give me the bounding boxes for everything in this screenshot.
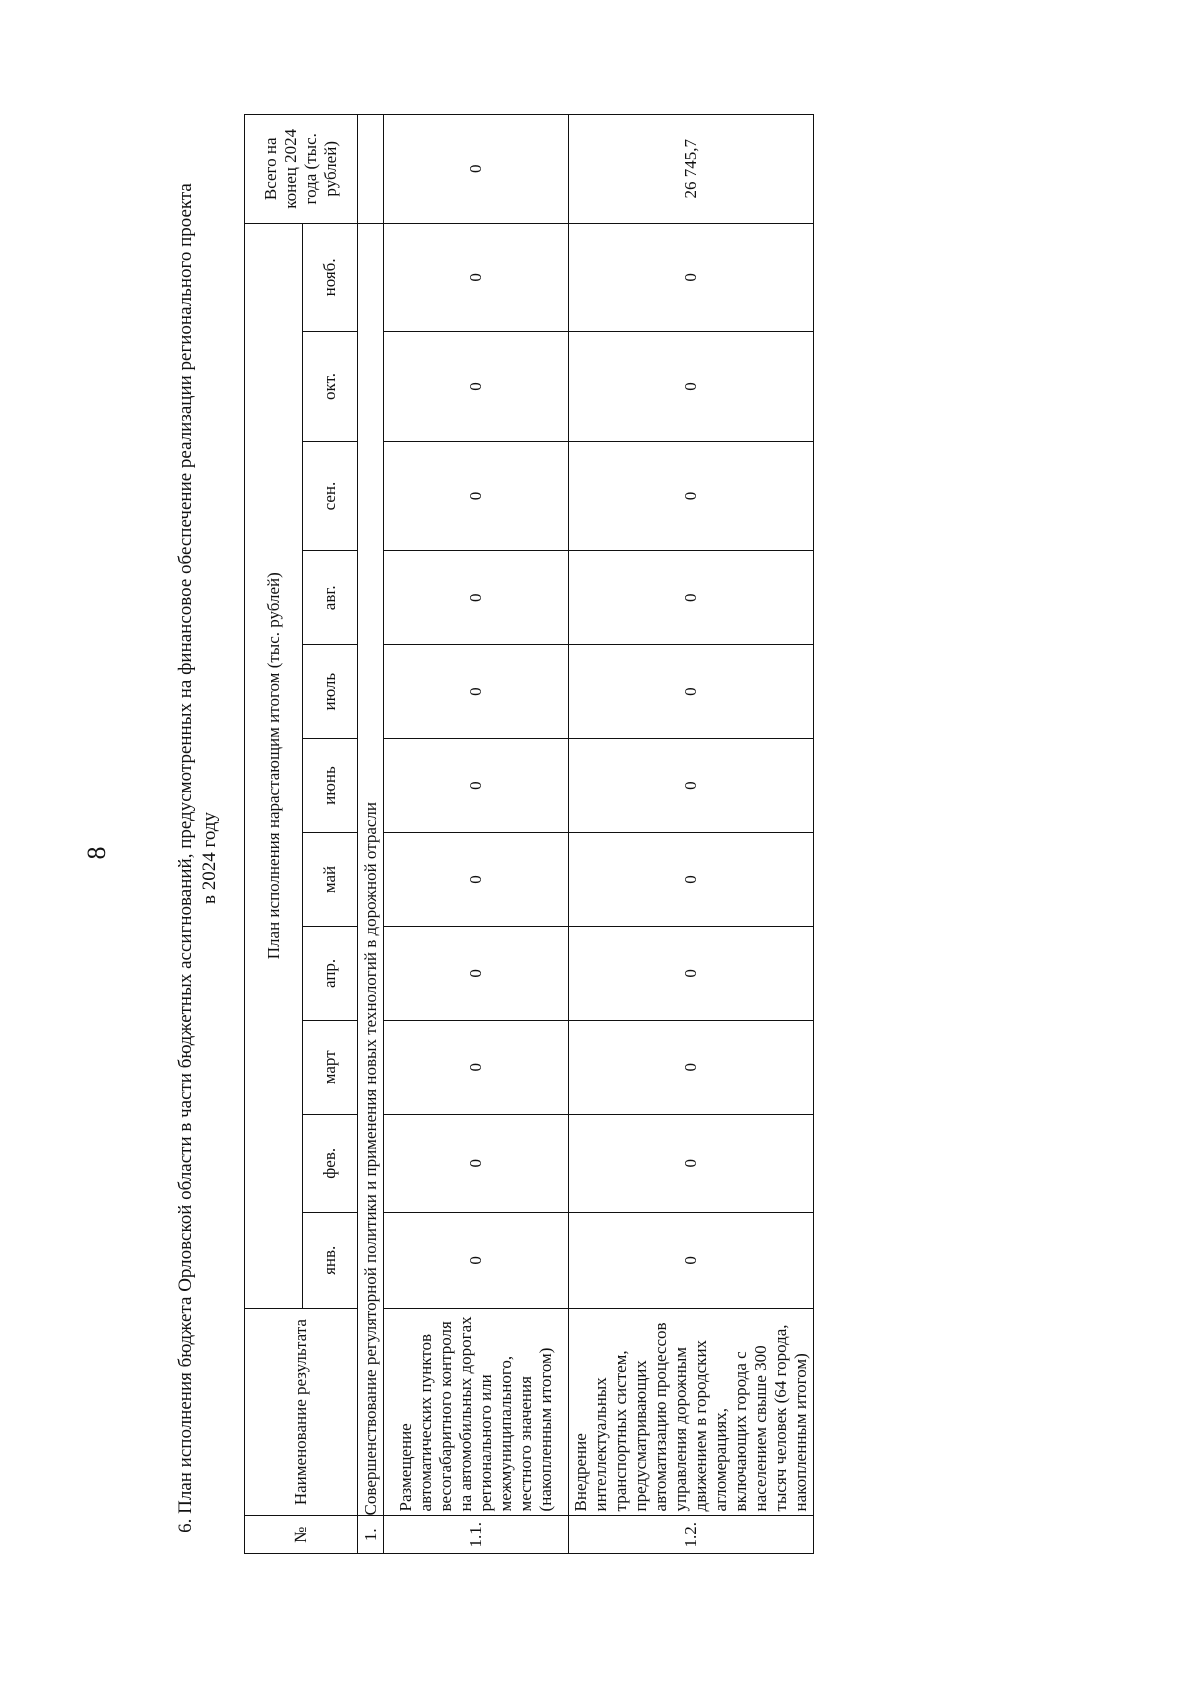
header-result-name: Наименование результата bbox=[245, 1308, 358, 1516]
month-value: 0 bbox=[384, 739, 569, 833]
header-month: март bbox=[303, 1020, 358, 1114]
header-month: июнь bbox=[303, 739, 358, 833]
month-value: 0 bbox=[384, 645, 569, 739]
budget-plan-table bbox=[244, 114, 814, 1554]
table-row bbox=[384, 115, 569, 1554]
month-value: 0 bbox=[569, 645, 814, 739]
header-month: янв. bbox=[303, 1212, 358, 1308]
rotated-page-content bbox=[174, 88, 854, 1588]
month-value: 0 bbox=[384, 441, 569, 551]
header-month: окт. bbox=[303, 332, 358, 442]
total-value: 0 bbox=[384, 115, 569, 224]
row-number: 1.2. bbox=[569, 1516, 814, 1554]
month-value: 0 bbox=[569, 926, 814, 1020]
month-value: 0 bbox=[384, 223, 569, 332]
month-value: 0 bbox=[569, 833, 814, 927]
month-value: 0 bbox=[384, 1020, 569, 1114]
header-plan: План исполнения нарастающим итогом (тыс. рублей) bbox=[245, 223, 303, 1308]
document-heading bbox=[174, 128, 222, 1588]
month-value: 0 bbox=[384, 833, 569, 927]
month-value: 0 bbox=[569, 223, 814, 332]
month-value: 0 bbox=[569, 1020, 814, 1114]
row-name-cell bbox=[384, 1308, 569, 1516]
header-month: фев. bbox=[303, 1114, 358, 1212]
month-value: 0 bbox=[569, 332, 814, 442]
month-value: 0 bbox=[569, 1212, 814, 1308]
table-row bbox=[569, 115, 814, 1554]
heading-line-2: в 2024 году bbox=[199, 812, 220, 904]
section-empty-cell bbox=[358, 115, 384, 224]
month-value: 0 bbox=[384, 1212, 569, 1308]
month-value: 0 bbox=[569, 1114, 814, 1212]
total-value: 26 745,7 bbox=[569, 115, 814, 224]
heading-line-1: 6. План исполнения бюджета Орловской области в части бюджетных ассигнований, предусмотренных на финансовое обеспечение реализации регионального проекта bbox=[175, 183, 196, 1533]
header-month: июль bbox=[303, 645, 358, 739]
header-month: май bbox=[303, 833, 358, 927]
month-value: 0 bbox=[569, 739, 814, 833]
header-number: № bbox=[245, 1516, 358, 1554]
month-value: 0 bbox=[384, 332, 569, 442]
row-name: Внедрение интеллектуальных транспортных систем, предусматривающих автоматизацию процессов управления дорожным движением в городских агломерациях, включающих города с населением свыше 300 тысяч человек (64 города, накопленным итогом) bbox=[571, 1322, 810, 1512]
header-month: нояб. bbox=[303, 223, 358, 332]
month-value: 0 bbox=[569, 441, 814, 551]
header-month: сен. bbox=[303, 441, 358, 551]
month-value: 0 bbox=[384, 551, 569, 645]
month-value: 0 bbox=[384, 1114, 569, 1212]
section-title: Совершенствование регуляторной политики и применения новых технологий в дорожной отрасли bbox=[358, 223, 384, 1516]
header-month: апр. bbox=[303, 926, 358, 1020]
section-number: 1. bbox=[358, 1516, 384, 1554]
month-value: 0 bbox=[384, 926, 569, 1020]
row-name-cell bbox=[569, 1308, 814, 1516]
header-month: авг. bbox=[303, 551, 358, 645]
page-number: 8 bbox=[82, 846, 111, 860]
row-number: 1.1. bbox=[384, 1516, 569, 1554]
header-total: Всего на конец 2024 года (тыс. рублей) bbox=[245, 115, 358, 224]
row-name: Размещение автоматических пунктов весогабаритного контроля на автомобильных дорогах регионального или межмуниципального, местного значения (накопленным итогом) bbox=[396, 1316, 555, 1512]
month-value: 0 bbox=[569, 551, 814, 645]
